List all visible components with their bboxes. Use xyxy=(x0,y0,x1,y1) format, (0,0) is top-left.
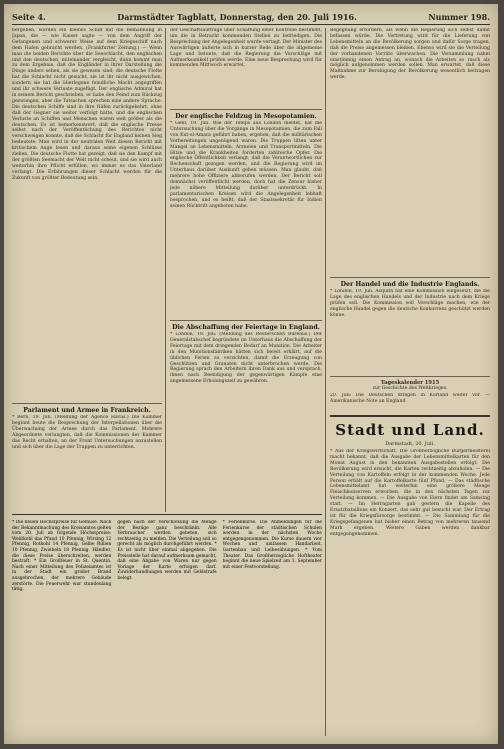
article-heading: Die Abschaffung der Feiertage in England. xyxy=(172,324,320,331)
divider xyxy=(12,403,162,404)
article-text: * Genf, 19. Juli. Wie der Temps aus London meldet, hat die Untersuchung über die Vorgänge in Mesopotamien, die zum Fall von Kut-el-Amara geführt haben, ergeben, daß die militärischen Vorbereitungen ungenügend waren. Die Truppen litten unter Mangel an Lebensmitteln, Arzneien und Transportmitteln. Die Hitze und die Krankheiten forderten zahlreiche Opfer. Die englische Öffentlichkeit verlangt, daß die Verantwortlichen zur Rechenschaft gezogen werden, und die Regierung wird im Unterhaus darüber Auskunft geben müssen. Man glaubt, daß mehrere hohe Offiziere abberufen werden. Der Bericht soll demnächst veröffentlicht werden, doch hat die Zensur bisher jede nähere Mitteilung darüber unterdrückt. In parlamentarischen Kreisen wird die Angelegenheit lebhaft besprochen, und es heißt, daß der Staatssekretär für Indien seinen Rücktritt angeboten habe. xyxy=(170,121,322,209)
column-left xyxy=(12,28,162,495)
divider xyxy=(330,277,490,278)
newspaper-page xyxy=(4,4,498,744)
calendar-subtitle: zur Geschichte des Weltkrieges. xyxy=(372,386,448,391)
divider xyxy=(330,376,490,377)
calendar-title: Tageskalender 1915 xyxy=(380,380,440,386)
footer-rule xyxy=(12,514,322,515)
article-text: bergeben, worden ein kleines Schiff mit die Bemannung in Japan, die — wie Kaiser sagte — von dem Angriff der Gefangenen und schwerer Weise auf dem Kriegsschiff nach dem Hafen gebracht werden. (Frankfurter Zeitung.) — Wenn man die beiden Berichte über die Seeschlacht, den englischen und den deutschen, miteinander vergleicht, dann kommt man zu dem Ergebnis, daß die Engländer in ihrer Darstellung die Dinge anders sehen, als sie gewesen sind; die deutsche Flotte hat die Schlacht nicht gesucht, sie ist ihr nicht ausgewichen, sondern sie hat die überlegene feindliche Macht angegriffen und ihr schwere Verluste zugefügt. Der englische Admiral hat in seinem Bericht geschrieben, er habe den Feind zum Rückzug gezwungen, aber die Tatsachen sprechen eine andere Sprache. Die deutschen Schiffe sind in ihre Häfen zurückgekehrt, ohne daß der Gegner sie weiter verfolgt hätte, und die englischen Verluste an Schiffen und Menschen waren weit größer als die deutschen. Es ist bemerkenswert, daß die englische Presse selbst nach der Veröffentlichung des Berichtes nicht verschweigen konnte, daß die Schlacht für England keinen Sieg bedeutete. Man wird in der neutralen Welt diesen Bericht mit kritischem Auge lesen und daraus seine eigenen Schlüsse ziehen. Die deutsche Flotte hat gezeigt, daß sie den Kampf mit der größten Seemacht der Welt nicht scheut, und sie wird auch weiterhin ihre Pflicht erfüllen, wo immer es das Vaterland verlangt. Die Erfahrungen dieser Schlacht werden für die Zukunft von größter Bedeutung sein. xyxy=(12,28,162,181)
column-divider xyxy=(325,28,326,736)
article-heading: Der Handel und die Industrie Englands. xyxy=(340,281,480,288)
column-divider xyxy=(165,28,166,512)
dateline: Darmstadt, 20. Juli. xyxy=(385,441,435,447)
footer-text: gegen nach der Verschickung die Menge der Bezüge ganz beschränkt. Alle Verbraucher werden gebeten, sich rechtzeitig zu melden. Die Verteilung soll so gerecht als möglich durchgeführt werden. * Es ist nicht über einmal abgegeben. Die Preisstelle hat darauf aufmerksam gemacht, daß eine Abgabe von Waren nur gegen Vorlage der Karte erfolgen darf. Zuwiderhandlungen werden mit Geldstrafe belegt. xyxy=(117,520,217,581)
column-right xyxy=(330,28,490,681)
article-text: Begegnung erfordern, als wenn die Regierung sich selbst damit befassen würde. Die Vertretung wird für die Lieferung von Lebensmitteln an die Bevölkerung sorgen und dafür Sorge tragen, daß die Preise angemessen bleiben. Ebenso wird sie die Verteilung der vorhandenen Vorräte überwachen. Die Versammlung nahm einstimmig einen Antrag an, wonach die Arbeiten so rasch als möglich aufgenommen werden sollen. Man erwartet, daß diese Maßnahme zur Beruhigung der Bevölkerung wesentlich beitragen werde. xyxy=(330,28,490,81)
masthead xyxy=(12,10,490,25)
article-text: der Geschäftsaufträge über Schaffung einer Kontrolle bestimmt, um die in Betracht kommenden Stellen zu befriedigen. Die Besprechung der Angelegenheit wurde vertagt. Der Minister des Auswärtigen äußerte sich in kurzer Rede über die allgemeine Lage und betonte, daß die Regierung die Vorschläge mit Aufmerksamkeit prüfen werde. Eine neue Besprechung wird für kommenden Mittwoch erwartet. xyxy=(170,28,322,69)
article-text: * London, 19. Juli. Asquith hat eine Kommission eingesetzt, die die Lage des englischen Handels und der Industrie nach dem Kriege prüfen soll. Die Kommission soll Vorschläge machen, wie der englische Handel gegen die deutsche Konkurrenz geschützt werden könne. xyxy=(330,289,490,318)
section-heading: Stadt und Land. xyxy=(335,421,485,439)
article-heading: Parlament und Armee in Frankreich. xyxy=(23,407,151,414)
article-heading: Der englische Feldzug in Mesopotamien. xyxy=(175,113,317,120)
column-middle xyxy=(170,28,322,504)
divider xyxy=(170,320,322,321)
article-text: * London, 19. Juli. (Meldung des Reuterschen Bureaus.) Der Generalstabschef begründete im Unterhaus die Abschaffung der Feiertage mit dem dringenden Bedarf an Munition. Die Arbeiter in den Munitionsfabriken hätten sich bereit erklärt, auf die üblichen Ferien zu verzichten, damit die Erzeugung von Geschützen und Granaten nicht unterbrochen werde. Die Regierung sprach den Arbeitern ihren Dank aus und versprach, ihnen nach Beendigung der gegenwärtigen Kämpfe eine angemessene Erholungszeit zu gewähren. xyxy=(170,332,322,385)
calendar-text: 20. Juli: Die Deutschen dringen in Kurland weiter vor. — Amerikanische Note an England. xyxy=(330,393,490,404)
article-text: * Bern, 19. Juli. (Meldung der Agence Havas.) Die Kammer beginnt heute die Besprechung der Interpellationen über die Überwachung der Armee durch das Parlament. Mehrere Abgeordnete verlangten, daß die Kommissionen der Kammer das Recht erhalten, an der Front Untersuchungen anzustellen und sich über die Lage der Truppen zu unterrichten. xyxy=(12,415,162,450)
footer-columns xyxy=(12,520,322,738)
paper-title: Darmstädter Tagblatt, Donnerstag, den 20. Juli 1916. xyxy=(117,12,357,22)
divider xyxy=(170,109,322,110)
issue-number: Nummer 198. xyxy=(428,12,490,22)
article-text: * Aus der Kriegswirtschaft. Die Großherzogliche Bürgermeisterei macht bekannt, daß die Ausgabe der Lebensmittelkarten für den Monat August in den bekannten Ausgabestellen erfolgt. Die Bevölkerung wird ersucht, die Karten rechtzeitig abzuholen. — Die Verteilung von Kartoffeln erfolgt in der kommenden Woche. Jede Person erhält auf die Kartoffelkarte fünf Pfund. — Das städtische Lebensmittelamt hat weiterhin eine größere Menge Fleischkonserven erworben, die in den nächsten Tagen zur Verteilung kommen. — Die Ausgabe von Eiern findet am Samstag statt. — Im Herrngarten gab gestern die Kapelle des Ersatzbataillons ein Konzert, das sehr gut besucht war. Der Ertrag ist für die Kriegsfürsorge bestimmt. — Die Sammlung für die Kriegsgefangenen hat bisher einen Betrag von mehreren tausend Mark ergeben. Weitere Gaben werden dankbar entgegengenommen. xyxy=(330,449,490,537)
footer-text: * Ferienkurse. Die Anmeldungen für die Ferienkurse der städtischen Schulen werden in der nächsten Woche entgegengenommen. Die Kurse dauern vier Wochen und umfassen Handarbeit, Gartenbau und Leibesübungen. * Vom Theater. Das Großherzogliche Hoftheater beginnt die neue Spielzeit am 1. September mit einer Festvorstellung. xyxy=(222,520,322,570)
page-number: Seite 4. xyxy=(12,12,46,22)
divider xyxy=(330,415,490,417)
footer-text: * Die neuen Höchstpreise für Gemüse. Nach der Bekanntmachung des Kreisamtes gelten vom 20. Juli ab folgende Höchstpreise: Weißkohl das Pfund 10 Pfennig, Wirsing 12 Pfennig, Rotkohl 14 Pfennig, Gelbe Rüben 10 Pfennig, Zwiebeln 18 Pfennig. Händler, die diese Preise überschreiten, werden bestraft. * Ein Großfeuer in St. Quentin. Nach einer Mitteilung des Polizeiamtes ist in der Stadt ein großer Brand ausgebrochen, der mehrere Gebäude zerstörte. Die Feuerwehr war stundenlang tätig. xyxy=(12,520,112,593)
